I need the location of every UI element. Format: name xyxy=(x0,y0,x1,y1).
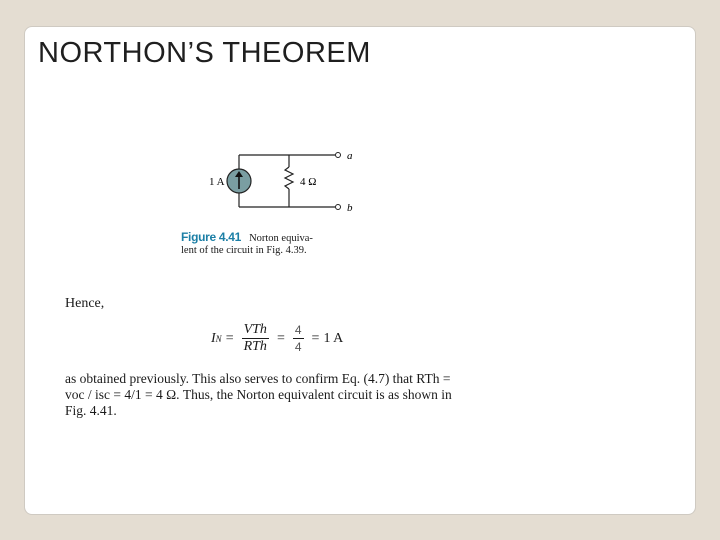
eq-fraction-symbolic xyxy=(242,322,269,355)
slide xyxy=(24,26,696,515)
figure-caption xyxy=(181,231,313,257)
explanation-paragraph xyxy=(65,371,505,419)
para-line3: Fig. 4.41. xyxy=(65,403,117,418)
para-line2: voc / isc = 4/1 = 4 Ω. Thus, the Norton equivalent circuit is as shown in xyxy=(65,387,452,402)
eq-num2: 4 xyxy=(294,323,302,337)
source-label: 1 A xyxy=(209,176,225,188)
figure-label: Figure 4.41 xyxy=(181,230,242,244)
norton-current-equation: I N = $\frac{\text{VTh}}{\text{RTh}}$ = $\frac{4}{4}$ = 1 A xyxy=(211,322,344,354)
eq-den1: RTh xyxy=(243,339,267,354)
eq-result: 1 A xyxy=(323,330,344,346)
para-line1: as obtained previously. This also serves to confirm Eq. (4.7) that RTh = xyxy=(65,371,451,386)
eq-lhs-sub: N xyxy=(215,333,222,344)
caption-line2: lent of the circuit in Fig. 4.39. xyxy=(181,245,307,256)
eq-fraction-numeric xyxy=(293,322,304,355)
resistor-zigzag xyxy=(285,167,293,189)
terminal-a-node xyxy=(336,153,341,158)
terminal-b-label: b xyxy=(347,202,353,214)
terminal-a-label: a xyxy=(347,150,353,162)
caption-line1: Norton equiva- xyxy=(249,233,313,244)
eq-den2: 4 xyxy=(294,340,302,354)
norton-circuit-diagram xyxy=(175,145,375,225)
hence-text: Hence, xyxy=(65,296,105,311)
terminal-b-node xyxy=(336,205,341,210)
eq-num1: VTh xyxy=(243,322,267,337)
slide-title: NORTHON’S THEOREM xyxy=(38,37,371,69)
eq-lhs: I xyxy=(211,330,216,346)
resistor-label: 4 Ω xyxy=(300,176,317,188)
